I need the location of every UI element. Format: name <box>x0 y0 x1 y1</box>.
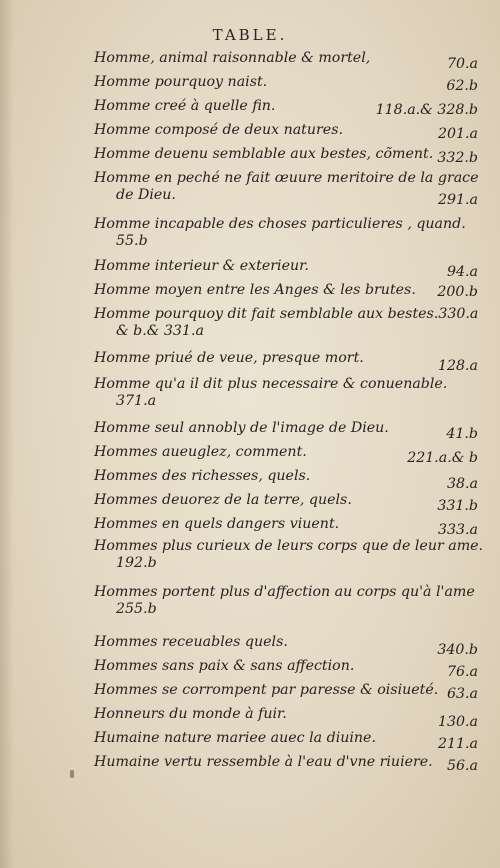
entry-text: Homme pourquoy naist. <box>94 74 268 90</box>
entry-ref: 211.a <box>437 736 478 752</box>
index-entry <box>94 516 484 538</box>
entry-ref: 221.a.& b <box>407 450 478 466</box>
index-entry <box>94 50 484 74</box>
entry-text: Hommes deuorez de la terre, quels. <box>94 492 352 508</box>
index-entry <box>94 376 484 420</box>
entry-ref: 332.b <box>437 150 478 166</box>
entry-ref: 200.b <box>437 284 478 300</box>
entry-text: Homme priué de veue, presque mort. <box>94 350 364 366</box>
entry-text: Hommes plus curieux de leurs corps que de leur ame. <box>94 538 484 554</box>
entry-text: Honneurs du monde à fuir. <box>94 706 287 722</box>
entry-text: Hommes des richesses, quels. <box>94 468 311 484</box>
index-entry <box>94 306 484 350</box>
entry-ref: 130.a <box>437 714 478 730</box>
entry-text: Humaine vertu ressemble à l'eau d'vne riuiere. <box>94 754 433 770</box>
index-entry <box>94 444 484 468</box>
entry-text: Hommes sans paix & sans affection. <box>94 658 355 674</box>
entry-text: Homme qu'a il dit plus necessaire & conuenable. <box>94 376 448 392</box>
entry-continuation: & b.& 331.a <box>116 322 204 339</box>
entry-continuation: 55.b <box>116 232 148 249</box>
index-entries <box>94 50 484 778</box>
entry-ref: 201.a <box>437 126 478 142</box>
index-entry <box>94 754 484 778</box>
entry-continuation: 192.b <box>116 554 157 571</box>
index-entry <box>94 538 484 584</box>
page-header: TABLE. <box>212 26 288 44</box>
index-entry <box>94 706 484 730</box>
entry-ref: 333.a <box>437 522 478 538</box>
ink-mark <box>70 770 74 778</box>
index-entry <box>94 350 484 376</box>
entry-text: Homme incapable des choses particulieres , quand. <box>94 216 466 232</box>
index-entry <box>94 634 484 658</box>
index-entry <box>94 122 484 146</box>
entry-ref: 76.a <box>446 664 478 680</box>
entry-ref: 118.a.& 328.b <box>375 102 478 118</box>
entry-text: Homme composé de deux natures. <box>94 122 343 138</box>
entry-ref: 94.a <box>446 264 478 280</box>
entry-ref: 56.a <box>446 758 478 774</box>
index-entry <box>94 584 484 634</box>
entry-ref: 291.a <box>437 192 478 208</box>
entry-text: Homme en peché ne fait œuure meritoire de la grace <box>94 170 479 186</box>
entry-text: Homme moyen entre les Anges & les brutes. <box>94 282 416 298</box>
index-entry <box>94 468 484 492</box>
index-entry <box>94 492 484 516</box>
entry-continuation: 255.b <box>116 600 157 617</box>
entry-ref: 38.a <box>446 476 478 492</box>
entry-text: Homme creé à quelle fin. <box>94 98 276 114</box>
entry-continuation: de Dieu. <box>116 186 176 203</box>
entry-ref: 63.a <box>446 686 478 702</box>
entry-continuation: 371.a <box>116 392 157 409</box>
entry-ref: 128.a <box>437 358 478 374</box>
entry-ref: 41.b <box>446 426 478 442</box>
index-entry <box>94 682 484 706</box>
entry-text: Homme deuenu semblable aux bestes, cõment. <box>94 146 434 162</box>
entry-text: Hommes en quels dangers viuent. <box>94 516 340 532</box>
entry-text: Homme interieur & exterieur. <box>94 258 309 274</box>
entry-text: Homme, animal raisonnable & mortel, <box>94 50 371 66</box>
index-entry <box>94 98 484 122</box>
index-entry <box>94 170 484 216</box>
index-entry <box>94 74 484 98</box>
index-entry <box>94 258 484 282</box>
entry-text: Homme seul annobly de l'image de Dieu. <box>94 420 389 436</box>
entry-ref: 70.a <box>446 56 478 72</box>
index-entry <box>94 146 484 170</box>
index-entry <box>94 420 484 444</box>
entry-ref: 340.b <box>437 642 478 658</box>
entry-text: Homme pourquoy dit fait semblable aux bestes.330.a <box>94 306 479 322</box>
index-entry <box>94 216 484 258</box>
entry-text: Hommes receuables quels. <box>94 634 288 650</box>
entry-ref: 331.b <box>437 498 478 514</box>
entry-text: Hommes se corrompent par paresse & oisiueté. <box>94 682 439 698</box>
index-entry <box>94 658 484 682</box>
entry-ref: 62.b <box>446 78 478 94</box>
entry-text: Hommes portent plus d'affection au corps qu'à l'ame <box>94 584 475 600</box>
entry-text: Humaine nature mariee auec la diuine. <box>94 730 376 746</box>
index-entry <box>94 730 484 754</box>
entry-text: Hommes aueuglez, comment. <box>94 444 307 460</box>
index-entry <box>94 282 484 306</box>
